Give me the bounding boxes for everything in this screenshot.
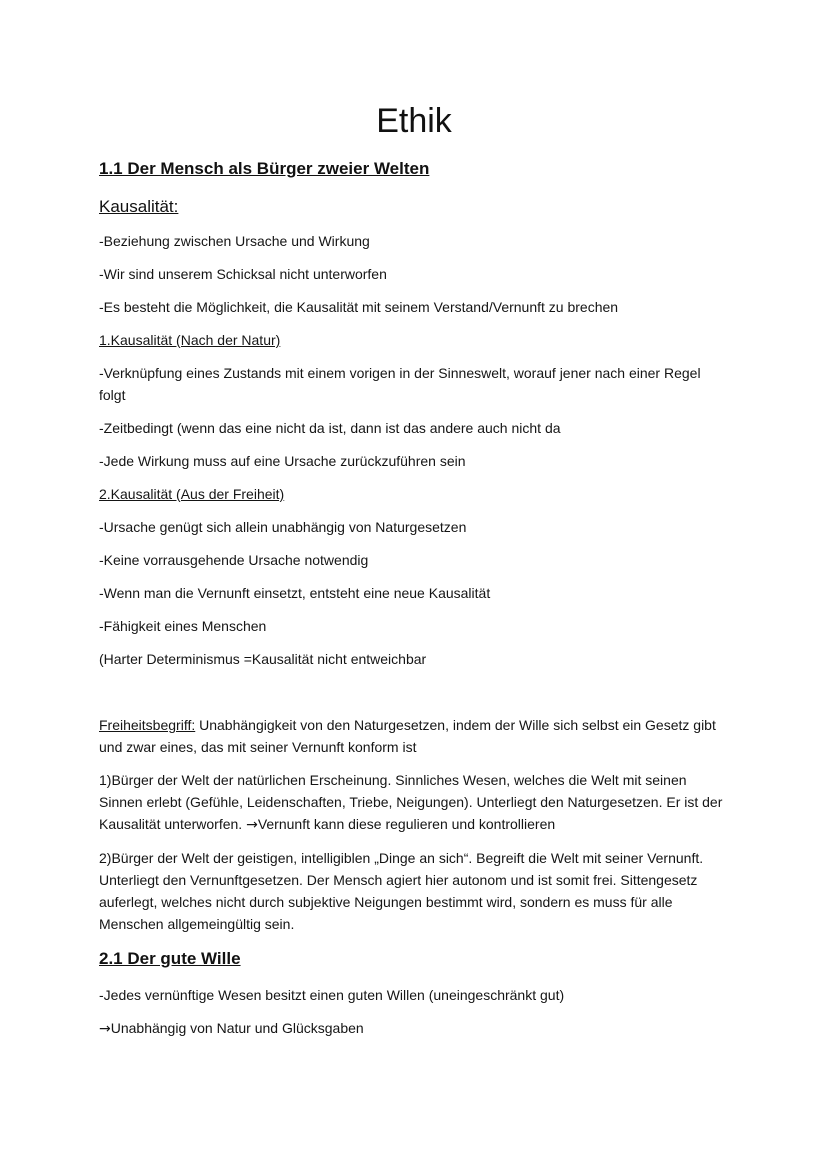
list-item: -Es besteht die Möglichkeit, die Kausalität mit seinem Verstand/Vernunft zu brechen [99,299,619,315]
list-item: -Ursache genügt sich allein unabhängig von Naturgesetzen [99,519,467,535]
freiheitsbegriff-paragraph [99,714,729,758]
paragraph-text: 1)Bürger der Welt der natürlichen Erscheinung. Sinnliches Wesen, welches die Welt mit seinen Sinnen erlebt (Gefühle, Leidenschaften, Triebe, Neigungen). Unterliegt den Naturgesetzen. Er ist der Kausalität unterworfen. [99,772,723,832]
list-item: -Wir sind unserem Schicksal nicht unterworfen [99,266,387,282]
paragraph-welt-natur [99,769,729,836]
list-item: -Jedes vernünftige Wesen besitzt einen guten Willen (uneingeschränkt gut) [99,987,565,1003]
section-heading-1-1: 1.1 Der Mensch als Bürger zweier Welten [99,159,430,178]
paragraph-welt-geist: 2)Bürger der Welt der geistigen, intelligiblen „Dinge an sich“. Begreift die Welt mit seiner Vernunft. Unterliegt den Vernunftgesetzen. Der Mensch agiert hier autonom und ist somit frei. Sittengesetz auferlegt, welches nicht durch subjektive Neigungen bestimmt wird, sondern es muss für alle Menschen allgemeingültig sein. [99,850,704,932]
subheading-kausalitaet-natur: 1.Kausalität (Nach der Natur) [99,332,281,348]
list-item: -Wenn man die Vernunft einsetzt, entsteht eine neue Kausalität [99,585,491,601]
subheading-kausalitaet-freiheit: 2.Kausalität (Aus der Freiheit) [99,486,285,502]
list-item: -Zeitbedingt (wenn das eine nicht da ist, dann ist das andere auch nicht da [99,420,561,436]
list-item: -Beziehung zwischen Ursache und Wirkung [99,233,370,249]
list-item: -Keine vorrausgehende Ursache notwendig [99,552,369,568]
list-item-text: Unabhängig von Natur und Glücksgaben [110,1020,364,1036]
paragraph-text: Vernunft kann diese regulieren und kontrollieren [257,816,556,832]
subheading-kausalitaet: Kausalität: [99,197,179,216]
freiheitsbegriff-label: Freiheitsbegriff: [99,717,196,733]
section-heading-2-1: 2.1 Der gute Wille [99,949,241,968]
list-item: -Verknüpfung eines Zustands mit einem vorigen in der Sinneswelt, worauf jener nach einer Regel folgt [99,365,701,403]
list-item: (Harter Determinismus =Kausalität nicht entweichbar [99,651,427,667]
arrow-line [99,1017,729,1040]
freiheitsbegriff-text: Unabhängigkeit von den Naturgesetzen, indem der Wille sich selbst ein Gesetz gibt und zwar eines, das mit seiner Vernunft konform ist [99,717,716,755]
list-item: -Jede Wirkung muss auf eine Ursache zurückzuführen sein [99,453,466,469]
document-title: Ethik [376,102,452,140]
arrow-right-icon: → [246,817,258,833]
document-body [99,156,729,1051]
list-item: -Fähigkeit eines Menschen [99,618,267,634]
spacer [99,681,729,714]
arrow-right-icon: → [99,1021,111,1037]
